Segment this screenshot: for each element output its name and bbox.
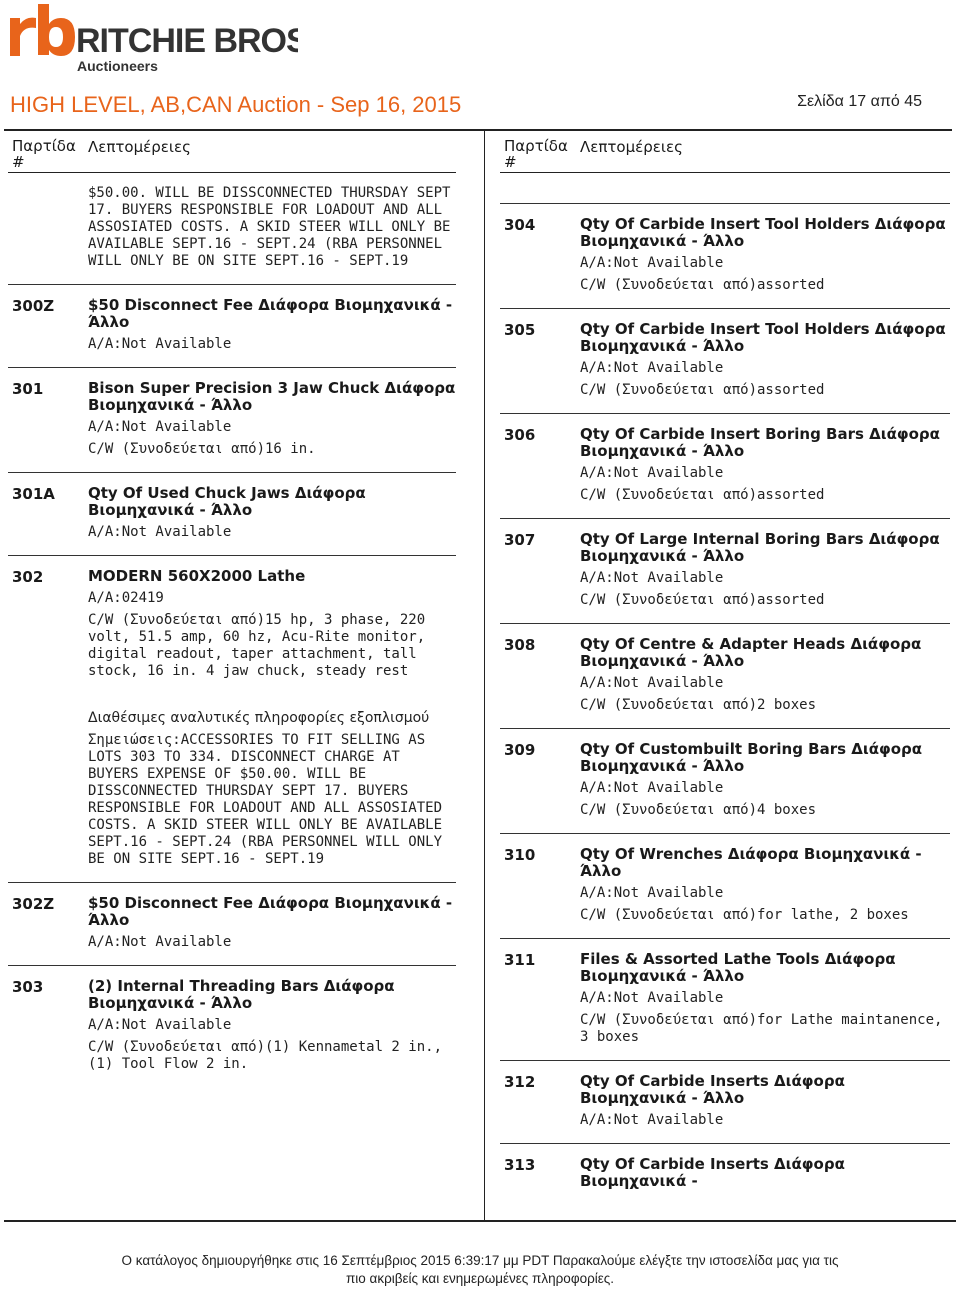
lot-cw: C/W (Συνοδεύεται από)assorted (580, 592, 825, 608)
lot-cw: C/W (Συνοδεύεται από)assorted (580, 277, 825, 293)
lot-number: 304 (504, 216, 536, 234)
equipment-details-heading: Διαθέσιμες αναλυτικές πληροφορίες εξοπλισμού (88, 710, 430, 726)
lot-notes: Σημειώσεις:ACCESSORIES TO FIT SELLING AS LOTS 303 TO 334. DISCONNECT CHARGE AT BUYERS EXPENSE OF $50.00. WILL BE DISSCONNECTED THURSDAY SEPT 17. BUYERS RESPONSIBLE FOR LOADOUT AND ALL ASSOSIATED COSTS. A SKID STEER WILL ONLY BE AVAILABLE SEPT.16 - SEPT.24 (RBA PERSONNEL WILL ONLY BE ON SITE SEPT.16 - SEPT.19 (88, 732, 443, 867)
lot-header-text: Παρτίδα (12, 137, 76, 155)
lot-312 (500, 1061, 950, 1144)
lot-number: 307 (504, 531, 536, 549)
lot-title[interactable]: Qty Of Carbide Insert Tool Holders Διάφορα Βιομηχανικά - Άλλο (580, 215, 946, 250)
lot-310 (500, 834, 950, 939)
lot-title[interactable]: Bison Super Precision 3 Jaw Chuck Διάφορα Βιομηχανικά - Άλλο (88, 379, 456, 414)
lot-number: 303 (12, 978, 44, 996)
bottom-divider (4, 1220, 956, 1222)
lot-number-header (12, 138, 76, 170)
lot-aa: A/A:Not Available (88, 419, 232, 435)
lot-cw: C/W (Συνοδεύεται από)4 boxes (580, 802, 817, 818)
lot-305 (500, 309, 950, 414)
lot-header-hash: # (504, 153, 517, 171)
lot-title[interactable]: $50 Disconnect Fee Διάφορα Βιομηχανικά - Άλλο (88, 894, 453, 929)
lot-aa: A/A:Not Available (88, 934, 232, 950)
lot-cw: C/W (Συνοδεύεται από)assorted (580, 487, 825, 503)
lot-cw: C/W (Συνοδεύεται από)for Lathe maintanence, 3 boxes (580, 1012, 943, 1045)
lot-304 (500, 204, 950, 309)
lot-header-text: Παρτίδα (504, 137, 568, 155)
lot-number: 305 (504, 321, 536, 339)
left-column (8, 134, 456, 1220)
lot-title[interactable]: Qty Of Custombuilt Boring Bars Διάφορα Βιομηχανικά - Άλλο (580, 740, 923, 775)
lot-title[interactable]: Qty Of Carbide Insert Boring Bars Διάφορα Βιομηχανικά - Άλλο (580, 425, 940, 460)
lot-302 (8, 556, 456, 883)
lot-aa: A/A:Not Available (580, 780, 724, 796)
lot-title[interactable]: Qty Of Centre & Adapter Heads Διάφορα Βιομηχανικά - Άλλο (580, 635, 922, 670)
lot-title[interactable]: Qty Of Large Internal Boring Bars Διάφορα Βιομηχανικά - Άλλο (580, 530, 940, 565)
lot-number: 301A (12, 485, 55, 503)
lot-306 (500, 414, 950, 519)
lot-300z (8, 285, 456, 368)
lot-aa: A/A:Not Available (580, 675, 724, 691)
lot-cw: C/W (Συνοδεύεται από)(1) Kennametal 2 in., (1) Tool Flow 2 in. (88, 1039, 443, 1072)
lot-aa: A/A:Not Available (580, 990, 724, 1006)
lot-number-header (504, 138, 568, 170)
lot-301a (8, 473, 456, 556)
lot-number: 301 (12, 380, 44, 398)
lot-title[interactable]: (2) Internal Threading Bars Διάφορα Βιομηχανικά - Άλλο (88, 977, 395, 1012)
svg-text:RITCHIE BROS.: RITCHIE BROS. (76, 22, 298, 60)
page-number: Σελίδα 17 από 45 (797, 93, 922, 110)
left-column-header (8, 134, 456, 173)
lot-number: 306 (504, 426, 536, 444)
lot-number: 302 (12, 568, 44, 586)
lot-continued-notes: $50.00. WILL BE DISSCONNECTED THURSDAY SEPT 17. BUYERS RESPONSIBLE FOR LOADOUT AND ALL ASSOSIATED COSTS. A SKID STEER WILL ONLY BE AVAILABLE SEPT.16 - SEPT.24 (RBA PERSONNEL WILL ONLY BE ON SITE SEPT.16 - SEPT.19 (88, 185, 451, 269)
lot-number: 311 (504, 951, 536, 969)
lot-303 (8, 966, 456, 1087)
lot-aa: A/A:Not Available (88, 336, 232, 352)
lot-aa: A/A:Not Available (580, 255, 724, 271)
lot-301 (8, 368, 456, 473)
lot-title[interactable]: Qty Of Used Chuck Jaws Διάφορα Βιομηχανικά - Άλλο (88, 484, 366, 519)
lot-title[interactable]: Qty Of Wrenches Διάφορα Βιομηχανικά - Άλλο (580, 845, 922, 880)
lot-aa: A/A:Not Available (88, 1017, 232, 1033)
svg-text:Auctioneers: Auctioneers (77, 58, 158, 74)
lot-cw: C/W (Συνοδεύεται από)2 boxes (580, 697, 817, 713)
lot-cw: C/W (Συνοδεύεται από)16 in. (88, 441, 316, 457)
details-header: Λεπτομέρειες (580, 138, 683, 156)
lot-aa: A/A:Not Available (88, 524, 232, 540)
lot-number: 309 (504, 741, 536, 759)
lot-number: 312 (504, 1073, 536, 1091)
auction-title: HIGH LEVEL, AB,CAN Auction - Sep 16, 2015 (10, 92, 462, 117)
footer-line-2: πιο ακριβείς και ενημερωμένες πληροφορίες. (345, 1271, 615, 1286)
lot-title[interactable]: $50 Disconnect Fee Διάφορα Βιομηχανικά - Άλλο (88, 296, 453, 331)
lot-aa: A/A:Not Available (580, 570, 724, 586)
lot-number: 313 (504, 1156, 536, 1174)
lot-311 (500, 939, 950, 1061)
lot-cw: C/W (Συνοδεύεται από)assorted (580, 382, 825, 398)
lot-continued (8, 173, 456, 285)
lot-title[interactable]: MODERN 560X2000 Lathe (88, 567, 306, 585)
header-spacer-rule (500, 173, 950, 204)
right-column (500, 134, 950, 1220)
lot-313 (500, 1144, 950, 1204)
lot-cw: C/W (Συνοδεύεται από)for lathe, 2 boxes (580, 907, 909, 923)
lot-header-hash: # (12, 153, 25, 171)
lot-title[interactable]: Files & Assorted Lathe Tools Διάφορα Βιομηχανικά - Άλλο (580, 950, 896, 985)
lot-title[interactable]: Qty Of Carbide Insert Tool Holders Διάφορα Βιομηχανικά - Άλλο (580, 320, 946, 355)
lot-aa: A/A:Not Available (580, 465, 724, 481)
lot-309 (500, 729, 950, 834)
lot-number: 310 (504, 846, 536, 864)
column-divider (484, 131, 485, 1221)
lot-aa: A/A:Not Available (580, 885, 724, 901)
lot-title[interactable]: Qty Of Carbide Inserts Διάφορα Βιομηχανικά - (580, 1155, 845, 1190)
top-divider (4, 129, 952, 131)
right-column-header (500, 134, 950, 173)
lot-title[interactable]: Qty Of Carbide Inserts Διάφορα Βιομηχανικά - Άλλο (580, 1072, 845, 1107)
lot-number: 300Z (12, 297, 55, 315)
lot-aa: A/A:Not Available (580, 360, 724, 376)
details-header: Λεπτομέρειες (88, 138, 191, 156)
lot-302z (8, 883, 456, 966)
lot-307 (500, 519, 950, 624)
lot-aa: A/A:Not Available (580, 1112, 724, 1128)
footer-line-1: Ο κατάλογος δημιουργήθηκε στις 16 Σεπτέμβριος 2015 6:39:17 μμ PDT Παρακαλούμε ελέγξτε την ιστοσελίδα μας για τις (121, 1253, 839, 1268)
lot-number: 308 (504, 636, 536, 654)
lot-aa: A/A:02419 (88, 590, 164, 606)
ritchie-bros-logo (8, 4, 298, 74)
footer (0, 1252, 960, 1288)
rb-logo-mark-icon (8, 4, 298, 74)
lot-number: 302Z (12, 895, 55, 913)
lot-cw: C/W (Συνοδεύεται από)15 hp, 3 phase, 220 volt, 51.5 amp, 60 hz, Acu-Rite monitor, digital readout, taper attachment, tall stock, 16 in. 4 jaw chuck, steady rest (88, 612, 426, 679)
lot-308 (500, 624, 950, 729)
